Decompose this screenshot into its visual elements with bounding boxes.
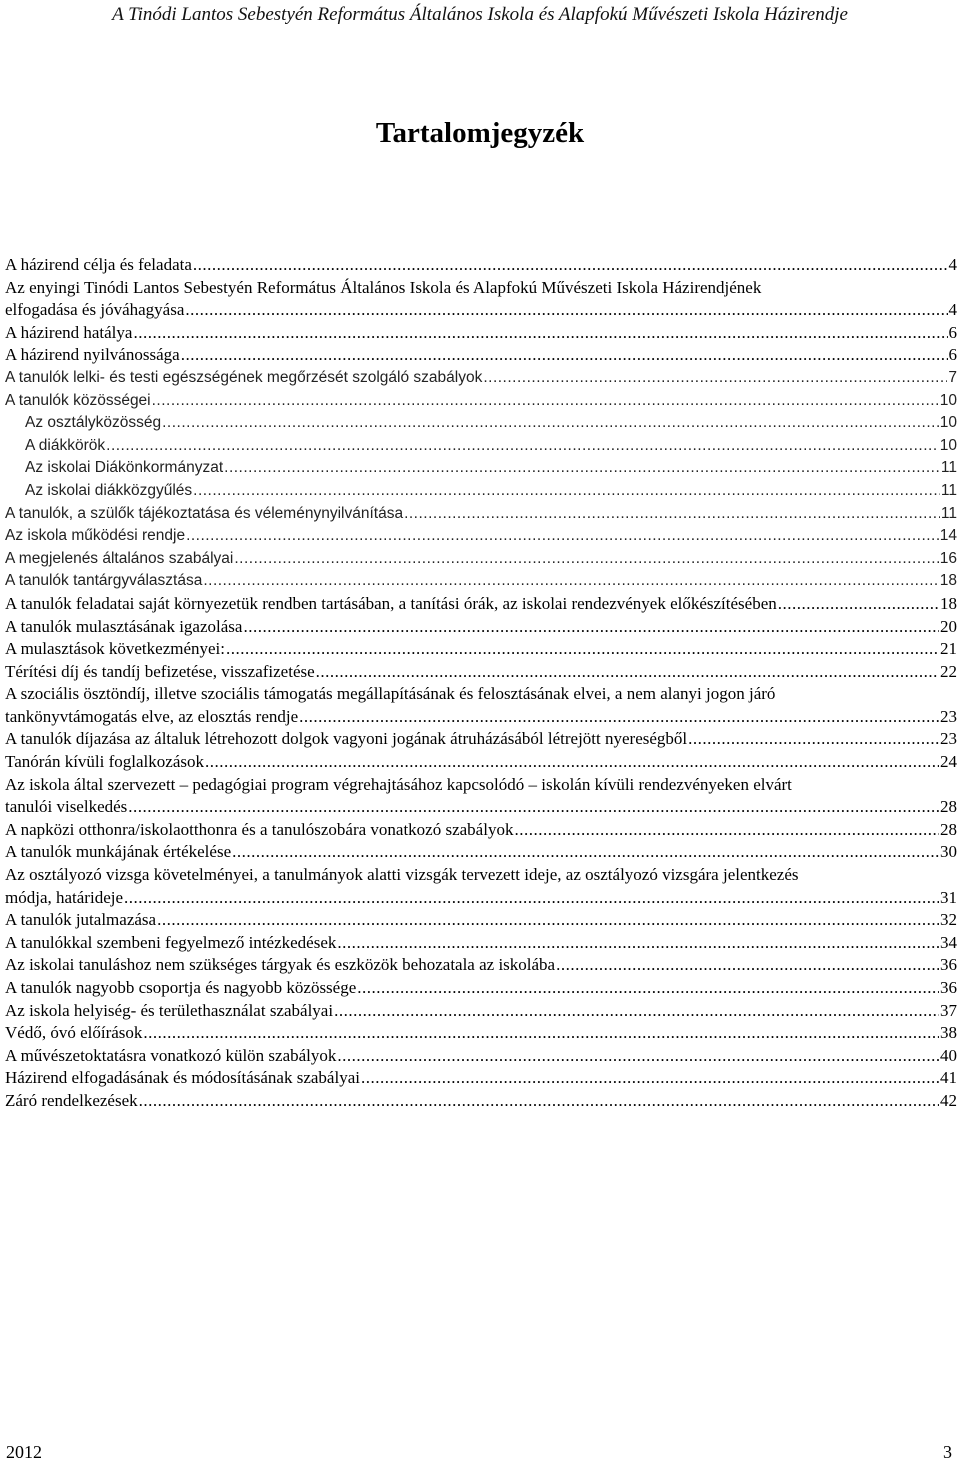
toc-dot-leader <box>688 728 939 751</box>
toc-entry-page: 6 <box>948 322 957 342</box>
toc-entry-page: 37 <box>940 1000 957 1020</box>
toc-dot-leader <box>337 1045 939 1068</box>
toc-dot-leader <box>162 412 939 435</box>
toc-entry-title: Az iskola helyiség- és területhasználat szabályai <box>5 1000 334 1020</box>
toc-entry-title: Az osztályközösség <box>25 414 162 432</box>
toc-dot-leader <box>152 390 939 413</box>
toc-entry[interactable] <box>5 525 957 548</box>
toc-entry[interactable] <box>5 570 957 593</box>
toc-entry-page: 32 <box>940 910 957 930</box>
toc-entry[interactable] <box>5 774 957 819</box>
toc-entry-title-line: A szociális ösztöndíj, illetve szociális támogatás megállapításának és felosztásának elvei, a nem alanyi jogon járó <box>5 684 776 704</box>
toc-entry[interactable] <box>5 435 957 458</box>
toc-entry[interactable] <box>5 503 957 526</box>
toc-dot-leader <box>143 1022 939 1045</box>
toc-entry-title: tankönyvtámogatás elve, az elosztás rendje <box>5 706 299 726</box>
toc-entry-title: A tanulók, a szülők tájékoztatása és véleménynyilvánítása <box>5 504 404 522</box>
toc-entry[interactable] <box>5 390 957 413</box>
toc-entry-page: 10 <box>939 436 957 454</box>
toc-entry-page: 4 <box>948 300 957 320</box>
toc-entry-page: 36 <box>940 955 957 975</box>
toc-entry-title: A tanulók mulasztásának igazolása <box>5 616 243 636</box>
toc-entry-title: Térítési díj és tandíj befizetése, visszafizetése <box>5 661 315 681</box>
toc-dot-leader <box>193 480 940 503</box>
toc-entry-title: A tanulók közösségei <box>5 391 151 409</box>
toc-entry[interactable] <box>5 322 957 345</box>
toc-entry-page: 11 <box>940 504 957 522</box>
toc-dot-leader <box>124 887 939 910</box>
toc-dot-leader <box>193 254 948 277</box>
toc-entry-title-line: Az enyingi Tinódi Lantos Sebestyén Református Általános Iskola és Alapfokú Művészeti Iskola Házirendjének <box>5 277 762 297</box>
toc-entry-page: 22 <box>940 661 957 681</box>
toc-entry-title: A tanulókkal szembeni fegyelmező intézkedések <box>5 932 337 952</box>
toc-dot-leader <box>361 1067 939 1090</box>
toc-entry[interactable] <box>5 819 957 842</box>
toc-entry-page: 28 <box>940 819 957 839</box>
toc-dot-leader <box>133 322 947 345</box>
toc-entry[interactable] <box>5 1022 957 1045</box>
toc-entry-page: 41 <box>940 1068 957 1088</box>
toc-entry-title: A napközi otthonra/iskolaotthonra és a tanulószobára vonatkozó szabályok <box>5 819 514 839</box>
toc-entry-page: 34 <box>940 932 957 952</box>
toc-entry-page: 16 <box>939 549 957 567</box>
toc-entry-title: A házirend célja és feladata <box>5 255 192 274</box>
toc-entry-title: A diákkörök <box>25 436 106 454</box>
toc-entry-title: A mulasztások következményei: <box>5 639 225 659</box>
toc-entry-title: tanulói viselkedés <box>5 797 128 817</box>
toc-dot-leader <box>556 954 939 977</box>
toc-entry-title: Záró rendelkezések <box>5 1090 138 1110</box>
toc-dot-leader <box>181 344 948 367</box>
toc-entry-title: A művészetoktatásra vonatkozó külön szabályok <box>5 1045 337 1065</box>
toc-dot-leader <box>185 299 947 322</box>
toc-entry-page: 10 <box>939 391 957 409</box>
toc-dot-leader <box>232 841 939 864</box>
toc-entry[interactable] <box>5 954 957 977</box>
footer-page-number: 3 <box>943 1442 952 1462</box>
toc-entry[interactable] <box>5 344 957 367</box>
toc-entry-title: módja, határideje <box>5 887 124 907</box>
toc-entry[interactable] <box>5 1067 957 1090</box>
toc-dot-leader <box>224 457 940 480</box>
toc-entry-page: 23 <box>940 706 957 726</box>
toc-entry-page: 38 <box>940 1023 957 1043</box>
toc-entry-title: Az iskolai Diákönkormányzat <box>25 459 224 477</box>
toc-dot-leader <box>404 503 940 526</box>
toc-dot-leader <box>357 977 939 1000</box>
toc-entry-title-line: Az iskola által szervezett – pedagógiai program végrehajtásához kapcsolódó – iskolán kívüli rendezvényeken elvárt <box>5 774 792 794</box>
toc-dot-leader <box>203 570 938 593</box>
toc-entry-title: A tanulók munkájának értékelése <box>5 842 232 862</box>
toc-entry-page: 24 <box>940 752 957 772</box>
toc-entry-title-line: Az osztályozó vizsga követelményei, a tanulmányok alatti vizsgák tervezett ideje, az osztályozó vizsgára jelentkezés <box>5 865 799 885</box>
toc-entry-page: 11 <box>940 459 957 477</box>
toc-entry-page: 40 <box>940 1045 957 1065</box>
toc-dot-leader <box>337 932 939 955</box>
toc-entry[interactable] <box>5 932 957 955</box>
toc-entry-page: 31 <box>940 887 957 907</box>
toc-entry[interactable] <box>5 254 957 277</box>
toc-entry-page: 11 <box>940 481 957 499</box>
toc-entry[interactable] <box>5 480 957 503</box>
toc-entry-title: Védő, óvó előírások <box>5 1023 143 1043</box>
toc-entry[interactable] <box>5 728 957 751</box>
toc-entry-title: Az iskolai diákközgyűlés <box>25 481 193 499</box>
toc-dot-leader <box>778 593 939 616</box>
toc-entry[interactable] <box>5 367 957 390</box>
table-of-contents <box>5 254 957 1113</box>
toc-dot-leader <box>483 367 947 390</box>
toc-entry-page: 4 <box>948 255 957 274</box>
page-header: A Tinódi Lantos Sebestyén Református Általános Iskola és Alapfokú Művészeti Iskola Házirendje <box>112 4 848 25</box>
toc-entry-title: A tanulók lelki- és testi egészségének megőrzését szolgáló szabályok <box>5 368 483 386</box>
toc-entry-title: Az iskola működési rendje <box>5 527 186 545</box>
toc-entry-title: A tanulók feladatai saját környezetük rendben tartásában, a tanítási órák, az iskolai rendezvények előkészítésében <box>5 593 777 613</box>
toc-dot-leader <box>243 616 939 639</box>
toc-entry[interactable] <box>5 638 957 661</box>
toc-entry-title: Az iskolai tanuláshoz nem szükséges tárgyak és eszközök behozatala az iskolába <box>5 955 556 975</box>
toc-entry-title: Házirend elfogadásának és módosításának szabályai <box>5 1068 360 1088</box>
toc-entry[interactable] <box>5 864 957 909</box>
toc-entry[interactable] <box>5 909 957 932</box>
toc-entry-page: 20 <box>940 616 957 636</box>
toc-entry[interactable] <box>5 977 957 1000</box>
toc-entry-page: 30 <box>940 842 957 862</box>
toc-entry-page: 36 <box>940 978 957 997</box>
toc-entry[interactable] <box>5 1090 957 1113</box>
toc-dot-leader <box>128 796 939 819</box>
toc-entry-page: 21 <box>940 639 957 659</box>
toc-entry-title: A tanulók nagyobb csoportja és nagyobb közössége <box>5 978 357 997</box>
toc-dot-leader <box>139 1090 939 1113</box>
toc-dot-leader <box>316 661 939 684</box>
toc-entry-title: A tanulók tantárgyválasztása <box>5 572 203 590</box>
toc-entry[interactable] <box>5 548 957 571</box>
toc-entry-page: 6 <box>948 345 957 365</box>
toc-dot-leader <box>157 909 939 932</box>
toc-dot-leader <box>234 548 938 571</box>
toc-entry-page: 14 <box>939 527 957 545</box>
toc-entry-title: A tanulók díjazása az általuk létrehozott dolgok vagyoni jogának átruházásából létrejött nyereségből <box>5 729 688 749</box>
toc-entry-page: 10 <box>939 414 957 432</box>
toc-entry[interactable] <box>5 841 957 864</box>
toc-entry[interactable] <box>5 616 957 639</box>
toc-entry-title: Tanórán kívüli foglalkozások <box>5 752 204 772</box>
toc-entry-title: A házirend nyilvánossága <box>5 345 180 365</box>
toc-entry[interactable] <box>5 1000 957 1023</box>
toc-entry-title: A tanulók jutalmazása <box>5 910 157 930</box>
toc-entry[interactable] <box>5 751 957 774</box>
toc-entry-page: 18 <box>939 572 957 590</box>
toc-entry-page: 23 <box>940 729 957 749</box>
toc-entry[interactable] <box>5 277 957 322</box>
toc-dot-leader <box>106 435 939 458</box>
footer-year: 2012 <box>6 1442 42 1462</box>
toc-dot-leader <box>514 819 939 842</box>
toc-dot-leader <box>226 638 939 661</box>
toc-entry-page: 42 <box>940 1090 957 1110</box>
toc-entry-title: A megjelenés általános szabályai <box>5 549 234 567</box>
toc-entry-title: A házirend hatálya <box>5 322 133 342</box>
toc-entry-page: 18 <box>940 593 957 613</box>
toc-dot-leader <box>205 751 939 774</box>
toc-entry[interactable] <box>5 457 957 480</box>
toc-entry[interactable] <box>5 683 957 728</box>
toc-entry-page: 7 <box>948 368 957 386</box>
toc-entry[interactable] <box>5 412 957 435</box>
toc-entry[interactable] <box>5 1045 957 1068</box>
toc-dot-leader <box>334 1000 939 1023</box>
toc-entry[interactable] <box>5 661 957 684</box>
toc-dot-leader <box>186 525 939 548</box>
toc-entry-title: elfogadása és jóváhagyása <box>5 300 185 320</box>
toc-entry[interactable] <box>5 593 957 616</box>
page-title: Tartalomjegyzék <box>375 117 585 149</box>
toc-dot-leader <box>299 706 939 729</box>
toc-entry-page: 28 <box>940 797 957 817</box>
